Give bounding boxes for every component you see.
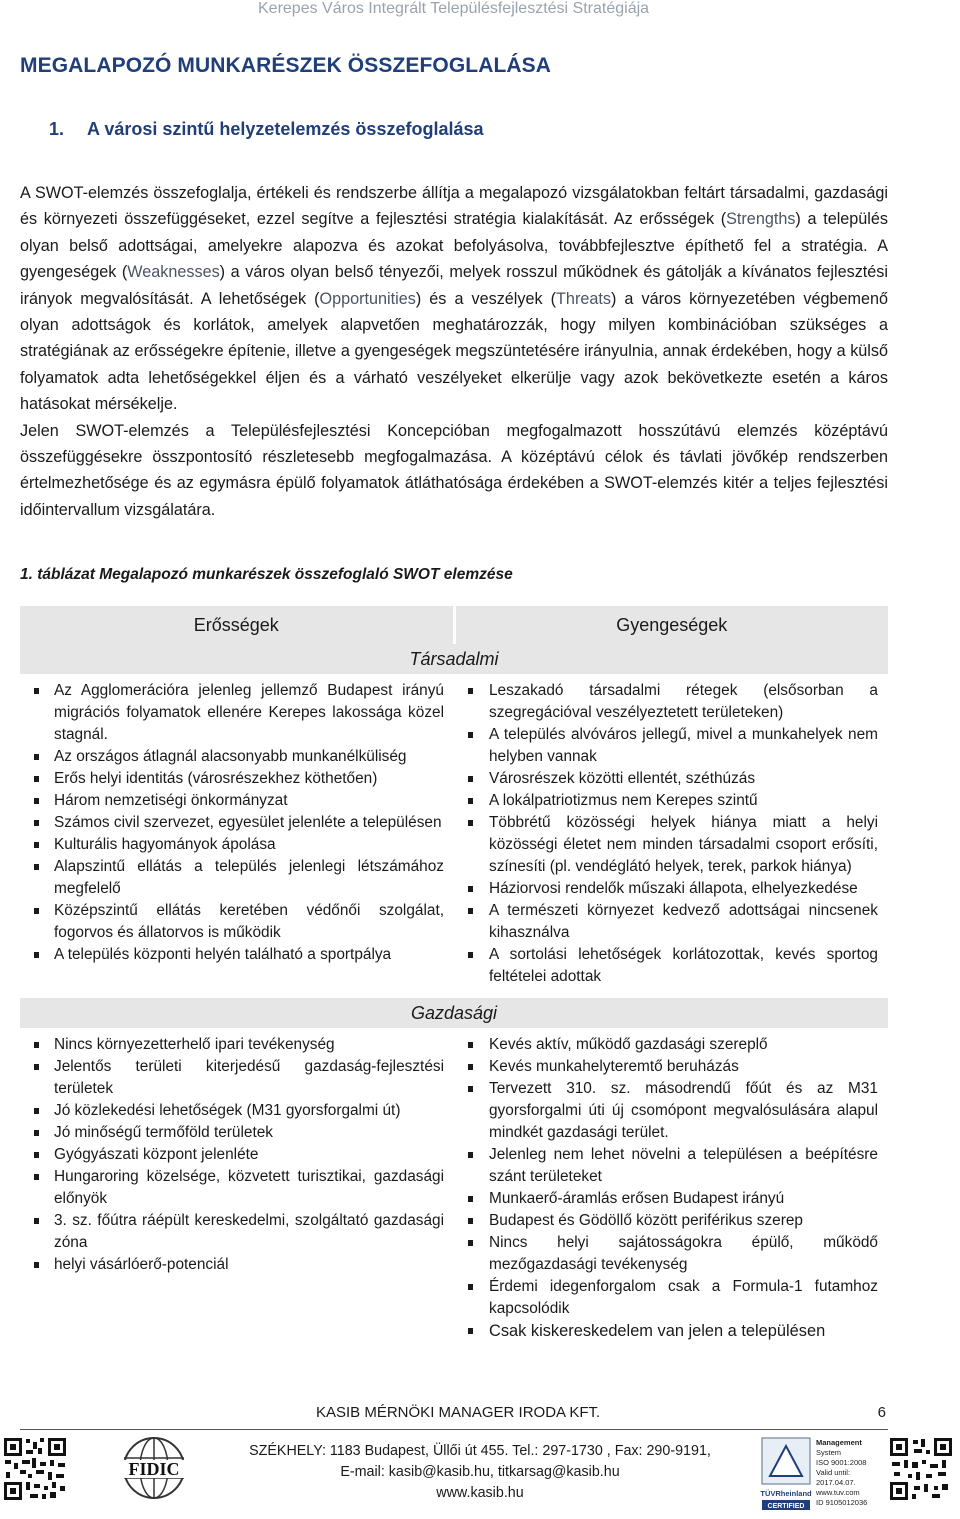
term-strengths: Strengths [726, 210, 796, 229]
list-item: Háziorvosi rendelők műszaki állapota, elhelyezkedése [454, 878, 878, 900]
cert-line-text: ISO 9001:2008 [816, 1458, 867, 1467]
list-item: Jelentős területi kiterjedésű gazdaság-fejlesztési területek [20, 1056, 444, 1100]
list-item: Érdemi idegenforgalom csak a Formula-1 futamhoz kapcsolódik [454, 1276, 878, 1320]
column-header-weaknesses: Gyengeségek [454, 605, 888, 645]
term-opportunities: Opportunities [319, 289, 416, 308]
list-item: Erős helyi identitás (városrészekhez köthetően) [20, 768, 444, 790]
social-weaknesses-cell [454, 674, 888, 998]
category-economic: Gazdasági [20, 998, 888, 1028]
paragraph-swot-intro [20, 180, 888, 418]
cert-line-text: ID 9105012036 [816, 1498, 868, 1507]
list-item: Három nemzetiségi önkormányzat [20, 790, 444, 812]
qr-code-left [2, 1436, 68, 1502]
tuv-brand-text: TÜVRheinland [760, 1489, 812, 1498]
social-strengths-cell [20, 674, 454, 998]
list-item: Gyógyászati központ jelenléte [20, 1144, 444, 1166]
footer-bar [20, 1404, 888, 1430]
list-item: Tervezett 310. sz. másodrendű főút és az M31 gyorsforgalmi úti új csomópont megvalósulására alapul mindkét gazdasági terület. [454, 1078, 878, 1144]
text-run: ) és a veszélyek ( [415, 289, 557, 308]
tuv-certification-logo [760, 1436, 878, 1512]
list-item: A település központi helyén található a sportpálya [20, 944, 444, 966]
list-item: helyi vásárlóerő-potenciál [20, 1254, 444, 1276]
fidic-logo-icon [110, 1436, 198, 1510]
cert-line-text: Management [816, 1438, 862, 1447]
footer-address: SZÉKHELY: 1183 Budapest, Üllői út 455. Tel.: 297-1730 , Fax: 290-9191, [249, 1443, 711, 1459]
list-item: Városrészek közötti ellentét, széthúzás [454, 768, 878, 790]
list-item: Kevés aktív, működő gazdasági szereplő [454, 1034, 878, 1056]
text-run: A SWOT-elemzés összefoglalja, értékeli és rendszerbe állítja a megalapozó vizsgálatokban feltárt társadalmi, gazdasági és környezeti összefüggéseket, ezzel segítve a fejlesztési stratégia kialakítását. Az erősségek ( [20, 184, 888, 229]
social-weaknesses-list [454, 680, 878, 988]
list-item: Jó közlekedési lehetőségek (M31 gyorsforgalmi út) [20, 1100, 444, 1122]
list-item: Jó minőségű termőföld területek [20, 1122, 444, 1144]
paragraph-swot-scope: Jelen SWOT-elemzés a Településfejlesztési Koncepcióban megfogalmazott hosszútávú elemzés középtávú összefüggésekre összpontosító részletesebb megfogalmazása. A középtávú célok és távlati jövőkép rendszerben értelmezhetősége és az egymásra épülő folyamatok átláthatósága érdekében a SWOT-elemzés kitér a teljes fejlesztési időintervallum vizsgálatára. [20, 421, 888, 519]
list-item: 3. sz. főútra ráépült kereskedelmi, szolgáltató gazdasági zóna [20, 1210, 444, 1254]
cert-line-text: System [816, 1448, 842, 1457]
text-run: ) a település olyan belső adottságai, amelyekre alapozva és azokat befolyásolva, továbbfejlesztve építhető fel a stratégia. A gyengeségek ( [20, 210, 888, 282]
column-header-strengths: Erősségek [20, 605, 454, 645]
footer-website: www.kasib.hu [436, 1485, 524, 1501]
section-number: 1. [49, 119, 65, 139]
list-item: Jelenleg nem lehet növelni a településen a beépítésre szánt területeket [454, 1144, 878, 1188]
list-item: Alapszintű ellátás a település jelenlegi létszámához megfelelő [20, 856, 444, 900]
list-item: Munkaerő-áramlás erősen Budapest irányú [454, 1188, 878, 1210]
section-title-text: A városi szintű helyzetelemzés összefoglalása [87, 119, 484, 139]
list-item: A természeti környezet kedvező adottságai nincsenek kihasználva [454, 900, 878, 944]
list-item: Leszakadó társadalmi rétegek (elsősorban a szegregációval veszélyeztetett területeken) [454, 680, 878, 724]
tuv-certified-text: CERTIFIED [767, 1503, 805, 1510]
cert-line-text: Valid until: [816, 1468, 851, 1477]
fidic-logo-text: FIDIC [128, 1459, 180, 1479]
list-item: Középszintű ellátás keretében védőnői szolgálat, fogorvos és állatorvos is működik [20, 900, 444, 944]
list-item: Budapest és Gödöllő között periférikus szerep [454, 1210, 878, 1232]
list-item: Számos civil szervezet, egyesület jelenléte a településen [20, 812, 444, 834]
list-item: Kulturális hagyományok ápolása [20, 834, 444, 856]
economic-strengths-list [20, 1034, 444, 1276]
list-item: A település alvóváros jellegű, mivel a munkahelyek nem helyben vannak [454, 724, 878, 768]
intro-text [20, 180, 888, 523]
list-item: A sortolási lehetőségek korlátozottak, kevés sportog feltételei adottak [454, 944, 878, 988]
term-weaknesses: Weaknesses [127, 263, 220, 282]
list-item: Az országos átlagnál alacsonyabb munkanélküliség [20, 746, 444, 768]
section-heading [49, 119, 484, 140]
economic-weaknesses-list [454, 1034, 878, 1342]
economic-strengths-cell [20, 1028, 454, 1352]
footer-emails: E-mail: kasib@kasib.hu, titkarsag@kasib.hu [340, 1464, 620, 1480]
list-item: Nincs helyi sajátosságokra épülő, működő mezőgazdasági tevékenység [454, 1232, 878, 1276]
list-item: A lokálpatriotizmus nem Kerepes szintű [454, 790, 878, 812]
swot-table [20, 603, 888, 1352]
footer-company: KASIB MÉRNÖKI MANAGER IRODA KFT. [316, 1404, 601, 1421]
category-social: Társadalmi [20, 644, 888, 674]
list-item: Csak kiskereskedelem van jelen a településen [454, 1320, 878, 1342]
page-number: 6 [877, 1404, 886, 1421]
list-item: Nincs környezetterhelő ipari tevékenység [20, 1034, 444, 1056]
cert-line-text: www.tuv.com [816, 1488, 860, 1497]
running-header: Kerepes Város Integrált Településfejlesztési Stratégiája [258, 0, 650, 17]
list-item: Többrétű közösségi helyek hiánya miatt a helyi közösségi életet nem minden társadalmi csoport erősíti, színesíti (pl. vendéglátó helyek, terek, parkok hiánya) [454, 812, 878, 878]
list-item: Hungaroring közelsége, közvetett turisztikai, gazdasági előnyök [20, 1166, 444, 1210]
term-threats: Threats [556, 289, 611, 308]
qr-code-right [888, 1436, 954, 1502]
text-run: ) a város olyan belső tényezői, melyek rosszul működnek és gátolják a kívánatos fejlesztési irányok megvalósítását. A lehetőségek ( [20, 263, 888, 308]
list-item: Kevés munkahelyteremtő beruházás [454, 1056, 878, 1078]
page-title: MEGALAPOZÓ MUNKARÉSZEK ÖSSZEFOGLALÁSA [20, 54, 552, 77]
contact-block [220, 1441, 740, 1504]
economic-weaknesses-cell [454, 1028, 888, 1352]
text-run: ) a város környezetében végbemenő olyan adottságok és korlátok, amelyek alapvetően meghatározzák, hogy milyen kombinációban szükséges a stratégiának az erősségekre építenie, illetve a gyengeségek megszüntetésére irányulnia, annak érdekében, hogy a külső folyamatok adta lehetőségekkel éljen és a várható veszélyeket elkerülje vagy azok bekövetkezte esetén a káros hatásokat mérsékelje. [20, 289, 888, 414]
cert-line-text: 2017.04.07. [816, 1478, 856, 1487]
social-strengths-list [20, 680, 444, 966]
table-caption: 1. táblázat Megalapozó munkarészek összefoglaló SWOT elemzése [20, 566, 513, 583]
list-item: Az Agglomerációra jelenleg jellemző Budapest irányú migrációs folyamatok ellenére Kerepes lakossága közel stagnál. [20, 680, 444, 746]
